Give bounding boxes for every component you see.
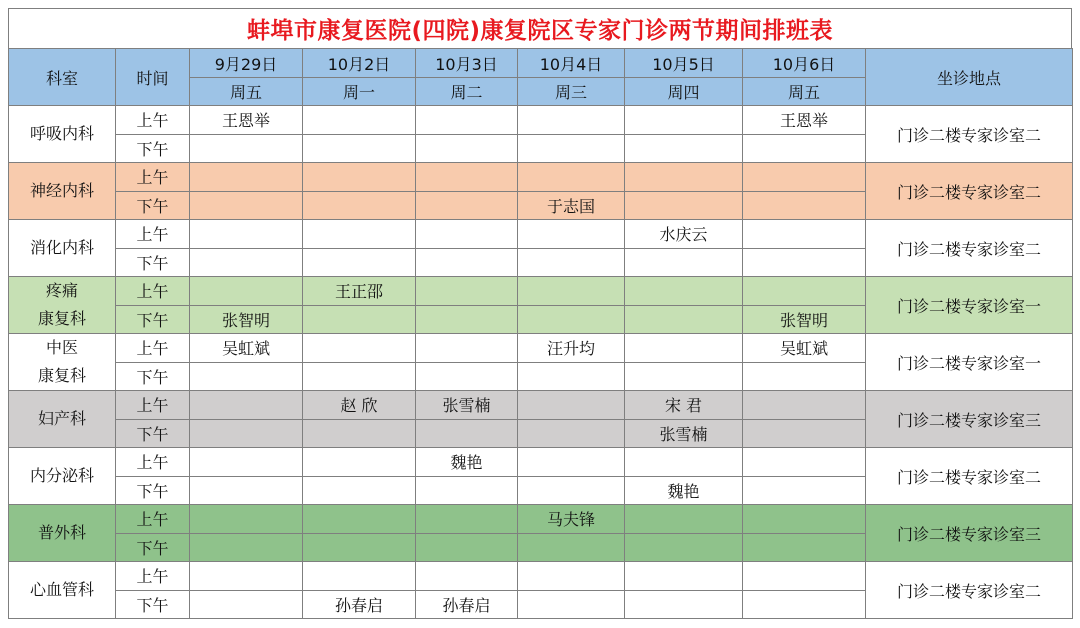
doctor-cell bbox=[190, 362, 303, 391]
doctor-cell bbox=[190, 505, 303, 534]
header-weekday: 周一 bbox=[303, 78, 416, 106]
doctor-cell bbox=[190, 419, 303, 448]
doctor-cell: 张智明 bbox=[743, 305, 866, 334]
doctor-cell bbox=[518, 362, 625, 391]
schedule-row bbox=[9, 163, 1073, 192]
doctor-cell bbox=[625, 533, 743, 562]
doctor-cell bbox=[303, 419, 416, 448]
department-name: 心血管科 bbox=[9, 562, 116, 619]
session-label: 下午 bbox=[116, 476, 190, 505]
doctor-cell bbox=[416, 277, 518, 306]
header-time: 时间 bbox=[116, 49, 190, 106]
doctor-cell bbox=[416, 362, 518, 391]
session-label: 上午 bbox=[116, 277, 190, 306]
doctor-cell: 张智明 bbox=[190, 305, 303, 334]
schedule-row bbox=[9, 277, 1073, 306]
doctor-cell bbox=[743, 448, 866, 477]
doctor-cell bbox=[190, 220, 303, 249]
session-label: 下午 bbox=[116, 305, 190, 334]
session-label: 上午 bbox=[116, 505, 190, 534]
doctor-cell bbox=[625, 505, 743, 534]
session-label: 下午 bbox=[116, 248, 190, 277]
session-label: 下午 bbox=[116, 191, 190, 220]
doctor-cell bbox=[743, 419, 866, 448]
doctor-cell: 张雪楠 bbox=[416, 391, 518, 420]
department-name: 神经内科 bbox=[9, 163, 116, 220]
doctor-cell bbox=[625, 305, 743, 334]
doctor-cell bbox=[625, 562, 743, 591]
doctor-cell: 魏艳 bbox=[416, 448, 518, 477]
clinic-location: 门诊二楼专家诊室二 bbox=[866, 562, 1073, 619]
doctor-cell: 汪升均 bbox=[518, 334, 625, 363]
doctor-cell bbox=[518, 533, 625, 562]
doctor-cell bbox=[416, 134, 518, 163]
doctor-cell bbox=[416, 163, 518, 192]
doctor-cell bbox=[416, 334, 518, 363]
header-weekday: 周五 bbox=[190, 78, 303, 106]
doctor-cell bbox=[625, 191, 743, 220]
doctor-cell bbox=[303, 562, 416, 591]
clinic-location: 门诊二楼专家诊室二 bbox=[866, 163, 1073, 220]
department-name: 中医 康复科 bbox=[9, 334, 116, 391]
header-date: 10月5日 bbox=[625, 49, 743, 78]
schedule-body bbox=[9, 106, 1073, 619]
doctor-cell bbox=[303, 106, 416, 135]
doctor-cell bbox=[303, 362, 416, 391]
department-name: 妇产科 bbox=[9, 391, 116, 448]
doctor-cell bbox=[190, 277, 303, 306]
session-label: 下午 bbox=[116, 590, 190, 619]
doctor-cell: 水庆云 bbox=[625, 220, 743, 249]
department-name: 消化内科 bbox=[9, 220, 116, 277]
doctor-cell bbox=[625, 334, 743, 363]
session-label: 上午 bbox=[116, 562, 190, 591]
doctor-cell bbox=[743, 505, 866, 534]
doctor-cell: 吴虹斌 bbox=[190, 334, 303, 363]
doctor-cell bbox=[416, 533, 518, 562]
session-label: 上午 bbox=[116, 334, 190, 363]
doctor-cell bbox=[303, 220, 416, 249]
schedule-row bbox=[9, 220, 1073, 249]
doctor-cell bbox=[190, 191, 303, 220]
header-location: 坐诊地点 bbox=[866, 49, 1073, 106]
doctor-cell bbox=[518, 305, 625, 334]
session-label: 上午 bbox=[116, 448, 190, 477]
doctor-cell bbox=[416, 106, 518, 135]
doctor-cell: 吴虹斌 bbox=[743, 334, 866, 363]
doctor-cell bbox=[625, 163, 743, 192]
doctor-cell: 王正邵 bbox=[303, 277, 416, 306]
header-weekday: 周四 bbox=[625, 78, 743, 106]
page-title: 蚌埠市康复医院(四院)康复院区专家门诊两节期间排班表 bbox=[8, 8, 1072, 48]
doctor-cell bbox=[518, 590, 625, 619]
doctor-cell bbox=[303, 248, 416, 277]
doctor-cell bbox=[518, 277, 625, 306]
doctor-cell bbox=[743, 590, 866, 619]
doctor-cell bbox=[190, 391, 303, 420]
doctor-cell: 宋 君 bbox=[625, 391, 743, 420]
doctor-cell bbox=[416, 476, 518, 505]
session-label: 上午 bbox=[116, 163, 190, 192]
doctor-cell bbox=[743, 562, 866, 591]
doctor-cell bbox=[518, 391, 625, 420]
clinic-location: 门诊二楼专家诊室三 bbox=[866, 505, 1073, 562]
doctor-cell bbox=[518, 106, 625, 135]
header-weekday: 周二 bbox=[416, 78, 518, 106]
doctor-cell bbox=[303, 305, 416, 334]
doctor-cell bbox=[743, 391, 866, 420]
doctor-cell: 王恩举 bbox=[743, 106, 866, 135]
department-name: 呼吸内科 bbox=[9, 106, 116, 163]
doctor-cell: 魏艳 bbox=[625, 476, 743, 505]
session-label: 上午 bbox=[116, 391, 190, 420]
schedule-table bbox=[8, 48, 1073, 619]
doctor-cell bbox=[625, 277, 743, 306]
doctor-cell bbox=[518, 248, 625, 277]
doctor-cell bbox=[303, 505, 416, 534]
schedule-row bbox=[9, 106, 1073, 135]
schedule-row bbox=[9, 505, 1073, 534]
header-date: 10月2日 bbox=[303, 49, 416, 78]
doctor-cell bbox=[303, 163, 416, 192]
header-date: 9月29日 bbox=[190, 49, 303, 78]
doctor-cell bbox=[303, 134, 416, 163]
header-weekday: 周五 bbox=[743, 78, 866, 106]
doctor-cell bbox=[416, 191, 518, 220]
clinic-location: 门诊二楼专家诊室一 bbox=[866, 334, 1073, 391]
doctor-cell bbox=[743, 134, 866, 163]
doctor-cell bbox=[190, 248, 303, 277]
doctor-cell bbox=[303, 191, 416, 220]
doctor-cell: 马夫锋 bbox=[518, 505, 625, 534]
schedule-row bbox=[9, 448, 1073, 477]
doctor-cell bbox=[625, 448, 743, 477]
doctor-cell bbox=[518, 448, 625, 477]
doctor-cell: 赵 欣 bbox=[303, 391, 416, 420]
schedule-row bbox=[9, 334, 1073, 363]
doctor-cell bbox=[625, 106, 743, 135]
doctor-cell bbox=[743, 533, 866, 562]
doctor-cell bbox=[416, 248, 518, 277]
header-weekday: 周三 bbox=[518, 78, 625, 106]
doctor-cell bbox=[743, 362, 866, 391]
doctor-cell bbox=[625, 590, 743, 619]
doctor-cell bbox=[416, 220, 518, 249]
doctor-cell: 孙春启 bbox=[303, 590, 416, 619]
doctor-cell bbox=[518, 134, 625, 163]
header-date: 10月6日 bbox=[743, 49, 866, 78]
doctor-cell: 于志国 bbox=[518, 191, 625, 220]
department-name: 内分泌科 bbox=[9, 448, 116, 505]
header-date: 10月3日 bbox=[416, 49, 518, 78]
department-name: 普外科 bbox=[9, 505, 116, 562]
department-name: 疼痛 康复科 bbox=[9, 277, 116, 334]
doctor-cell bbox=[303, 448, 416, 477]
doctor-cell bbox=[303, 533, 416, 562]
clinic-location: 门诊二楼专家诊室一 bbox=[866, 277, 1073, 334]
doctor-cell: 王恩举 bbox=[190, 106, 303, 135]
clinic-location: 门诊二楼专家诊室二 bbox=[866, 220, 1073, 277]
doctor-cell bbox=[625, 362, 743, 391]
session-label: 上午 bbox=[116, 106, 190, 135]
doctor-cell bbox=[518, 476, 625, 505]
doctor-cell bbox=[190, 533, 303, 562]
doctor-cell bbox=[518, 419, 625, 448]
schedule-row bbox=[9, 562, 1073, 591]
doctor-cell bbox=[625, 248, 743, 277]
doctor-cell bbox=[416, 562, 518, 591]
doctor-cell bbox=[743, 220, 866, 249]
doctor-cell: 张雪楠 bbox=[625, 419, 743, 448]
doctor-cell bbox=[190, 448, 303, 477]
doctor-cell bbox=[743, 277, 866, 306]
doctor-cell bbox=[190, 590, 303, 619]
doctor-cell bbox=[416, 305, 518, 334]
session-label: 下午 bbox=[116, 533, 190, 562]
doctor-cell bbox=[303, 476, 416, 505]
doctor-cell bbox=[518, 562, 625, 591]
doctor-cell bbox=[190, 163, 303, 192]
header-date: 10月4日 bbox=[518, 49, 625, 78]
session-label: 上午 bbox=[116, 220, 190, 249]
doctor-cell bbox=[190, 562, 303, 591]
clinic-location: 门诊二楼专家诊室二 bbox=[866, 106, 1073, 163]
doctor-cell bbox=[518, 163, 625, 192]
doctor-cell: 孙春启 bbox=[416, 590, 518, 619]
doctor-cell bbox=[190, 134, 303, 163]
doctor-cell bbox=[743, 163, 866, 192]
clinic-location: 门诊二楼专家诊室三 bbox=[866, 391, 1073, 448]
session-label: 下午 bbox=[116, 362, 190, 391]
doctor-cell bbox=[625, 134, 743, 163]
header-dept: 科室 bbox=[9, 49, 116, 106]
doctor-cell bbox=[416, 505, 518, 534]
doctor-cell bbox=[743, 248, 866, 277]
doctor-cell bbox=[190, 476, 303, 505]
session-label: 下午 bbox=[116, 419, 190, 448]
schedule-row bbox=[9, 391, 1073, 420]
doctor-cell bbox=[416, 419, 518, 448]
doctor-cell bbox=[743, 191, 866, 220]
clinic-location: 门诊二楼专家诊室二 bbox=[866, 448, 1073, 505]
doctor-cell bbox=[518, 220, 625, 249]
doctor-cell bbox=[743, 476, 866, 505]
session-label: 下午 bbox=[116, 134, 190, 163]
doctor-cell bbox=[303, 334, 416, 363]
